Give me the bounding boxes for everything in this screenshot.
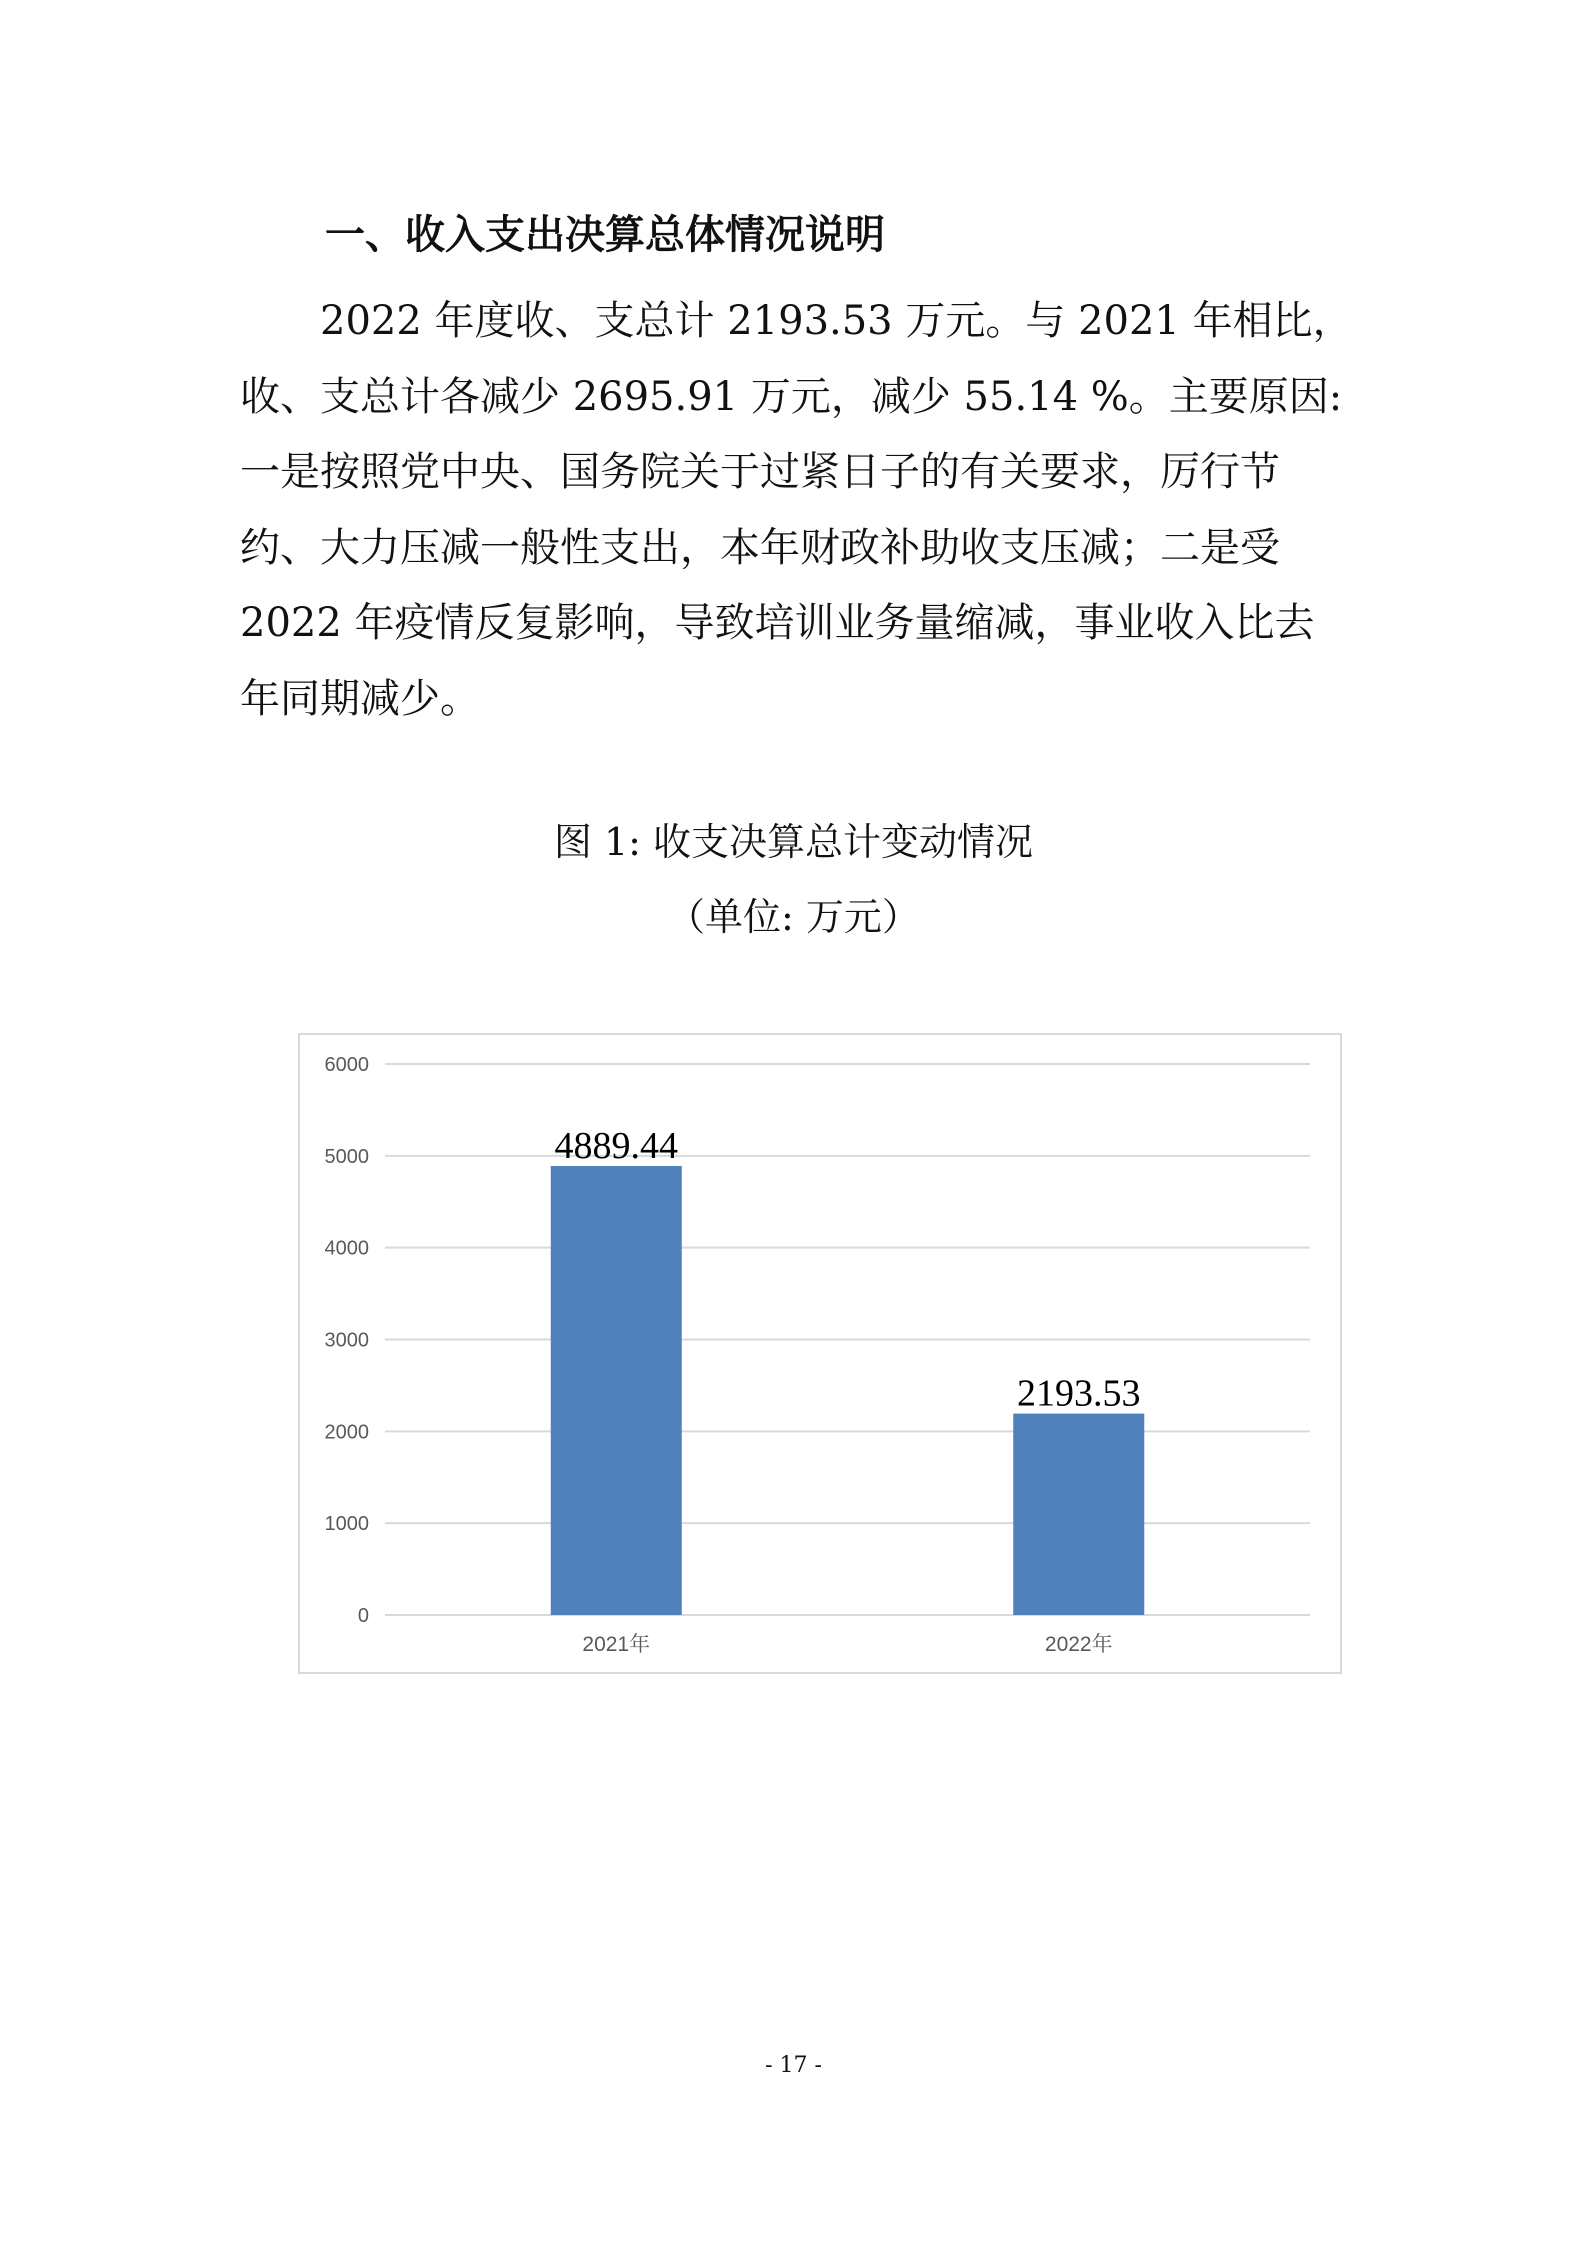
body-line-3: 一是按照党中央、国务院关于过紧日子的有关要求，厉行节 <box>240 449 1280 495</box>
data-label: 4889.44 <box>554 1124 678 1167</box>
x-tick-label: 2022年 <box>1044 1633 1113 1656</box>
page-number: - 17 - <box>765 2053 822 2078</box>
section-heading: 一、收入支出决算总体情况说明 <box>325 212 885 258</box>
y-tick-label: 5000 <box>324 1145 369 1168</box>
bar-chart <box>298 1033 1342 1674</box>
x-tick-label: 2021年 <box>582 1633 651 1656</box>
y-axis-ticks <box>325 1054 370 1627</box>
figure-unit: （单位: 万元） <box>667 895 920 939</box>
x-axis-ticks <box>582 1633 1112 1656</box>
body-line-6: 年同期减少。 <box>240 675 480 722</box>
bar-chart-canvas <box>300 1035 1340 1672</box>
y-tick-label: 4000 <box>324 1237 369 1260</box>
y-tick-label: 2000 <box>324 1421 369 1444</box>
figure-caption: 图 1: 收支决算总计变动情况 <box>553 820 1034 864</box>
body-line-4: 约、大力压减一般性支出，本年财政补助收支压减；二是受 <box>240 524 1280 571</box>
body-line-5: 2022 年疫情反复影响，导致培训业务量缩减，事业收入比去 <box>240 600 1315 646</box>
bar <box>551 1166 682 1615</box>
body-paragraph <box>240 284 1353 737</box>
bar <box>1013 1414 1144 1615</box>
body-line-1: 2022 年度收、支总计 2193.53 万元。与 2021 年相比， <box>240 298 1353 344</box>
y-tick-label: 6000 <box>324 1054 369 1076</box>
data-label: 2193.53 <box>1017 1372 1141 1415</box>
body-line-2: 收、支总计各减少 2695.91 万元，减少 55.14 %。主要原因: <box>240 373 1343 420</box>
y-tick-label: 3000 <box>324 1329 369 1352</box>
y-tick-label: 0 <box>357 1605 369 1627</box>
gridlines <box>385 1064 1310 1615</box>
y-tick-label: 1000 <box>324 1513 369 1536</box>
